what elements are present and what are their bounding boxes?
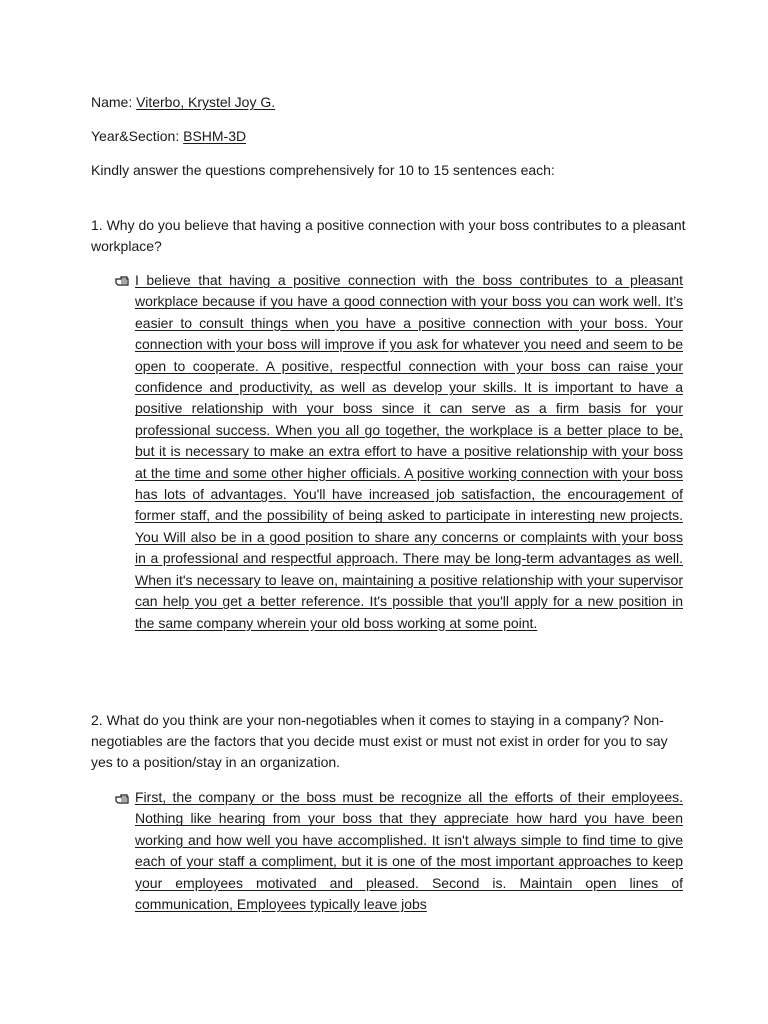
section-label: Year&Section:: [91, 128, 180, 144]
name-line: [91, 92, 275, 112]
pointing-hand-icon: [115, 792, 129, 806]
section-line: [91, 126, 246, 146]
pointing-hand-icon: [115, 274, 129, 288]
instructions: Kindly answer the questions comprehensively for 10 to 15 sentences each:: [91, 162, 555, 178]
question-1: 1. Why do you believe that having a positive connection with your boss contributes to a pleasant workplace?: [91, 217, 686, 254]
question-2: 2. What do you think are your non-negotiables when it comes to staying in a company? Non-negotiables are the factors that you decide must exist or must not exist in order for you to say yes to a position/stay in an organization.: [91, 712, 668, 770]
answer-1: I believe that having a positive connection with the boss contributes to a pleasant workplace because if you have a good connection with your boss you can work well. It’s easier to consult things when you have a positive connection with your boss. Your connection with your boss will improve if you ask for whatever you need and seem to be open to cooperate. A positive, respectful connection with your boss can raise your confidence and productivity, as well as develop your skills. It is important to have a positive relationship with your boss since it can serve as a firm basis for your professional success. When you all go together, the workplace is a better place to be, but it is necessary to make an extra effort to have a positive relationship with your boss at the time and some other higher officials. A positive working connection with your boss has lots of advantages. You'll have increased job satisfaction, the encouragement of former staff, and the possibility of being asked to participate in interesting new projects. You Will also be in a good position to share any concerns or complaints with your boss in a professional and respectful approach. There may be long-term advantages as well. When it's necessary to leave on, maintaining a positive relationship with your supervisor can help you get a better reference. It's possible that you'll apply for a new position in the same company wherein your old boss working at some point.: [135, 272, 683, 631]
answer-2: First, the company or the boss must be recognize all the efforts of their employees. Nothing like hearing from your boss that they appreciate how hard you have been working and how well you have accomplished. It isn't always simple to find time to give each of your staff a compliment, but it is one of the most important approaches to keep your employees motivated and pleased. Second is. Maintain open lines of communication, Employees typically leave jobs: [135, 789, 683, 913]
section-value: BSHM-3D: [183, 128, 247, 144]
name-value: Viterbo, Krystel Joy G.: [136, 94, 276, 110]
name-label: Name:: [91, 94, 133, 110]
